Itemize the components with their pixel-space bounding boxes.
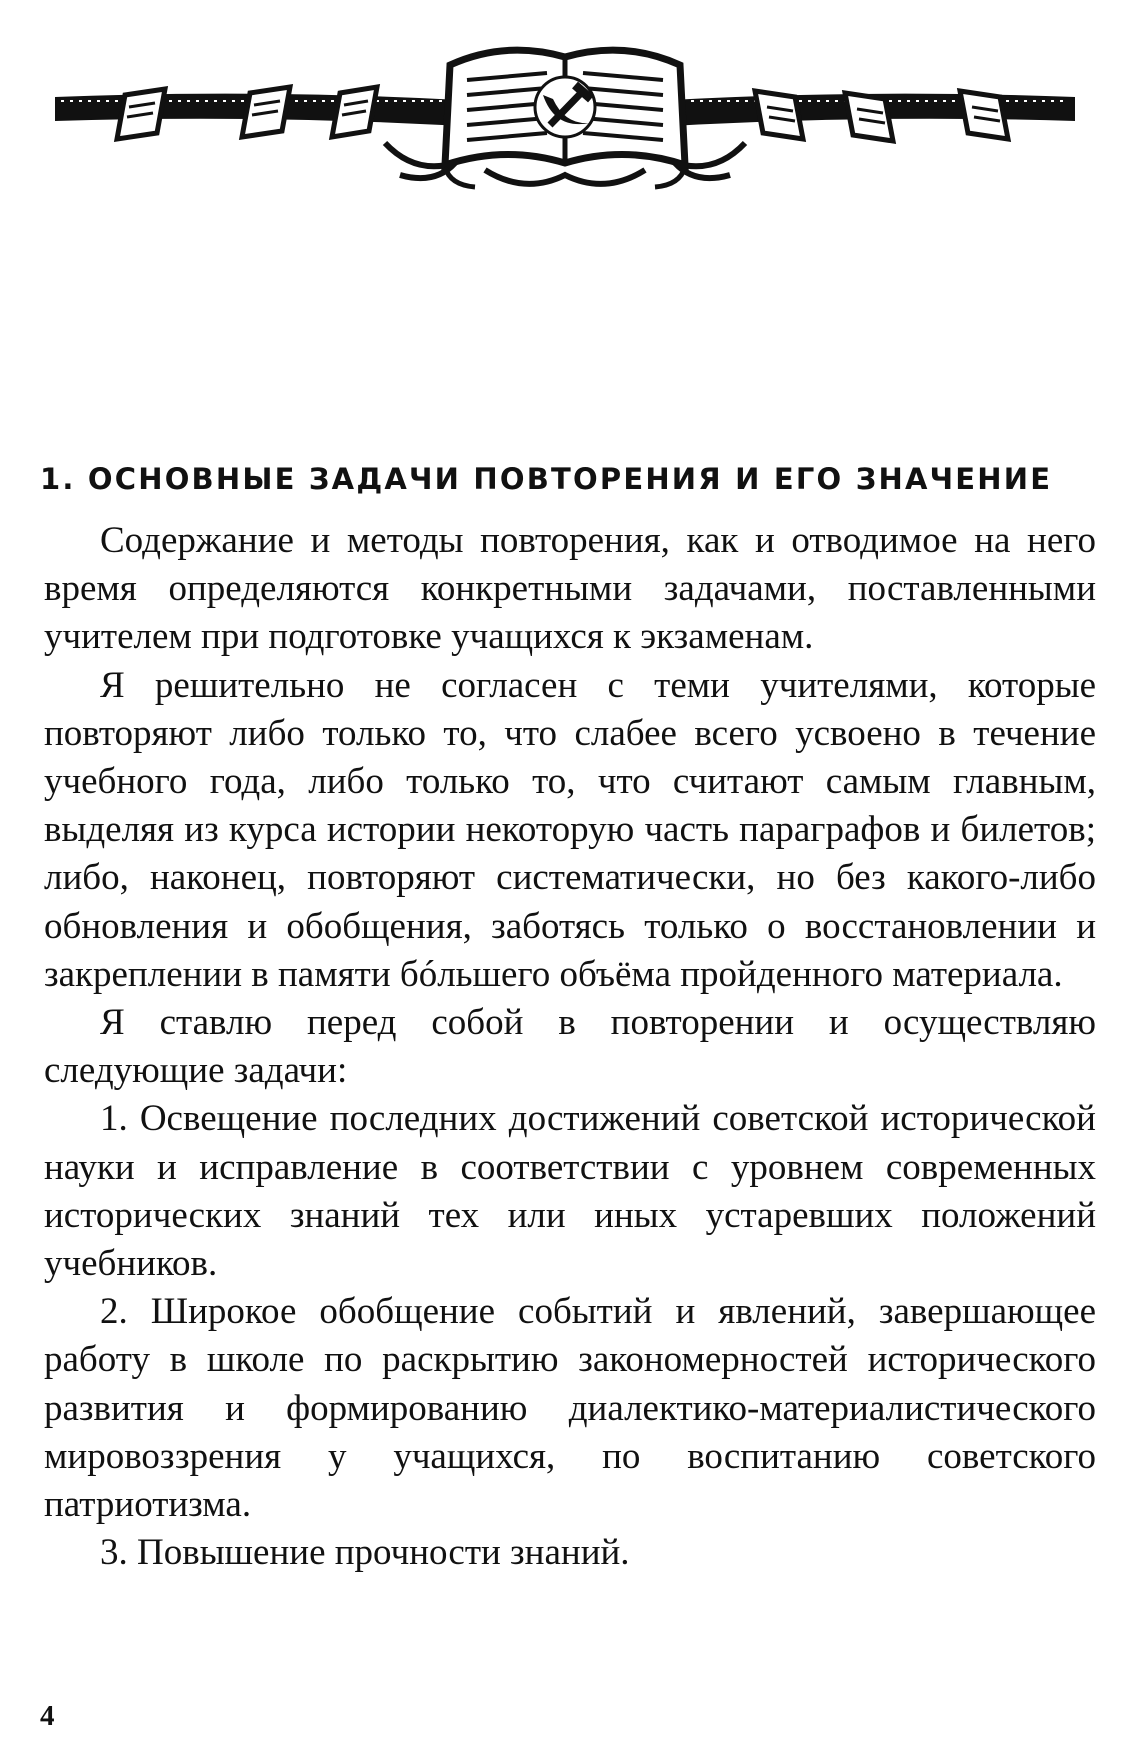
paragraph-1: Содержание и методы повторения, как и отводимое на него время определяются конкретными задачами, поставленными учителем при подготовке учащихся к экзаменам. [44, 520, 1096, 658]
task-item-3: 3. Повышение прочности знаний. [100, 1532, 630, 1574]
body-text [44, 517, 1096, 1577]
task-item-2: 2. Широкое обобщение событий и явлений, завершающее работу в школе по раскрытию закономерностей исторического развития и формированию диалектико-материалистического мировоззрения у учащихся, по воспитанию советского патриотизма. [44, 1291, 1096, 1526]
page-number: 4 [40, 1700, 55, 1732]
header-ornament-icon [55, 35, 1075, 200]
task-item-1: 1. Освещение последних достижений советской исторической науки и исправление в соответствии с уровнем современных исторических знаний тех или иных устаревших положений учебников. [44, 1098, 1096, 1285]
paragraph-3: Я ставлю перед собой в повторении и осуществляю следующие задачи: [44, 1002, 1096, 1092]
section-heading: 1. ОСНОВНЫЕ ЗАДАЧИ ПОВТОРЕНИЯ И ЕГО ЗНАЧЕНИЕ [40, 462, 1053, 496]
paragraph-2: Я решительно не согласен с теми учителями, которые повторяют либо только то, что слабее всего усвоено в течение учебного года, либо только то, что считают самым главным, выделяя из курса истории некоторую часть параграфов и билетов; либо, наконец, повторяют систематически, но без какого-либо обновления и обобщения, заботясь только о восстановлении и закреплении в памяти бóльшего объёма пройденного материала. [44, 664, 1096, 995]
